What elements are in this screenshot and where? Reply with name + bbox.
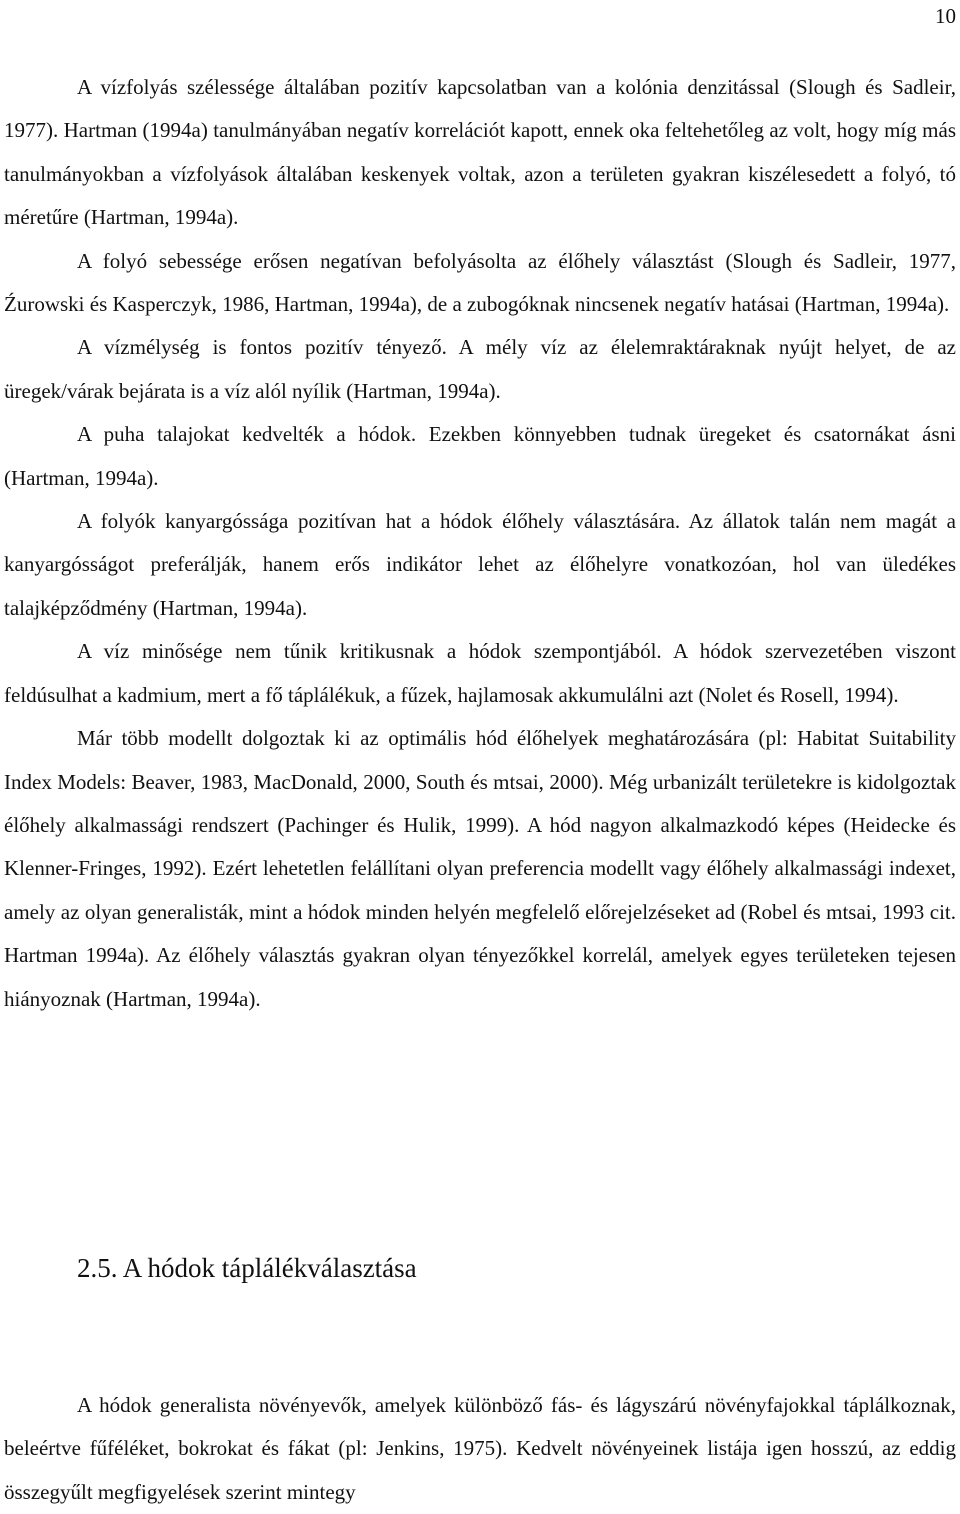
page-number: 10	[935, 4, 956, 28]
section-heading: 2.5. A hódok táplálékválasztása	[77, 1253, 417, 1283]
paragraph-water-depth: A vízmélység is fontos pozitív tényező. A mély víz az élelemraktáraknak nyújt helyet, de az üregek/várak bejárata is a víz alól nyílik (Hartman, 1994a).	[4, 335, 956, 403]
paragraph-habitat-models: Már több modellt dolgoztak ki az optimális hód élőhelyek meghatározására (pl: Habitat Suitability Index Models: Beaver, 1983, MacDonald, 2000, South és mtsai, 2000). Még urbanizált területekre is kidolgoztak élőhely alkalmassági rendszert (Pachinger és Hulik, 1999). A hód nagyon alkalmazkodó képes (Heidecke és Klenner-Fringes, 1992). Ezért lehetetlen felállítani olyan preferencia modellt vagy élőhely alkalmassági indexet, amely az olyan generalisták, mint a hódok minden helyén megfelelő előrejelzéseket ad (Robel és mtsai, 1993 cit. Hartman 1994a). Az élőhely választás gyakran olyan tényezőkkel korrelál, amelyek egyes területeken tejesen hiányoznak (Hartman, 1994a).	[4, 726, 956, 1011]
section-body	[4, 1384, 956, 1514]
paragraph-diet: A hódok generalista növényevők, amelyek különböző fás- és lágyszárú növényfajokkal táplálkoznak, beleértve fűféléket, bokrokat és fákat (pl: Jenkins, 1975). Kedvelt növényeinek listája igen hosszú, az eddig összegyűlt megfigyelések szerint mintegy	[4, 1393, 956, 1504]
paragraph-sinuosity: A folyók kanyargóssága pozitívan hat a hódok élőhely választására. Az állatok talán nem magát a kanyargósságot preferálják, hanem erős indikátor lehet az élőhelyre vonatkozóan, hol van üledékes talajképződmény (Hartman, 1994a).	[4, 509, 956, 620]
paragraph-water-quality: A víz minősége nem tűnik kritikusnak a hódok szempontjából. A hódok szervezetében viszont feldúsulhat a kadmium, mert a fő táplálékuk, a fűzek, hajlamosak akkumulálni azt (Nolet és Rosell, 1994).	[4, 639, 956, 707]
paragraph-soft-soil: A puha talajokat kedvelték a hódok. Ezekben könnyebben tudnak üregeket és csatornákat ásni (Hartman, 1994a).	[4, 422, 956, 490]
body-text	[4, 66, 956, 1021]
paragraph-stream-width: A vízfolyás szélessége általában pozitív kapcsolatban van a kolónia denzitással (Slough és Sadleir, 1977). Hartman (1994a) tanulmányában negatív korrelációt kapott, ennek oka feltehetőleg az volt, hogy míg más tanulmányokban a vízfolyások általában keskenyek voltak, azon a területen gyakran kiszélesedett a folyó, tó méretűre (Hartman, 1994a).	[4, 75, 956, 230]
paragraph-flow-velocity: A folyó sebessége erősen negatívan befolyásolta az élőhely választást (Slough és Sadleir, 1977, Źurowski és Kasperczyk, 1986, Hartman, 1994a), de a zubogóknak nincsenek negatív hatásai (Hartman, 1994a).	[4, 248, 956, 317]
